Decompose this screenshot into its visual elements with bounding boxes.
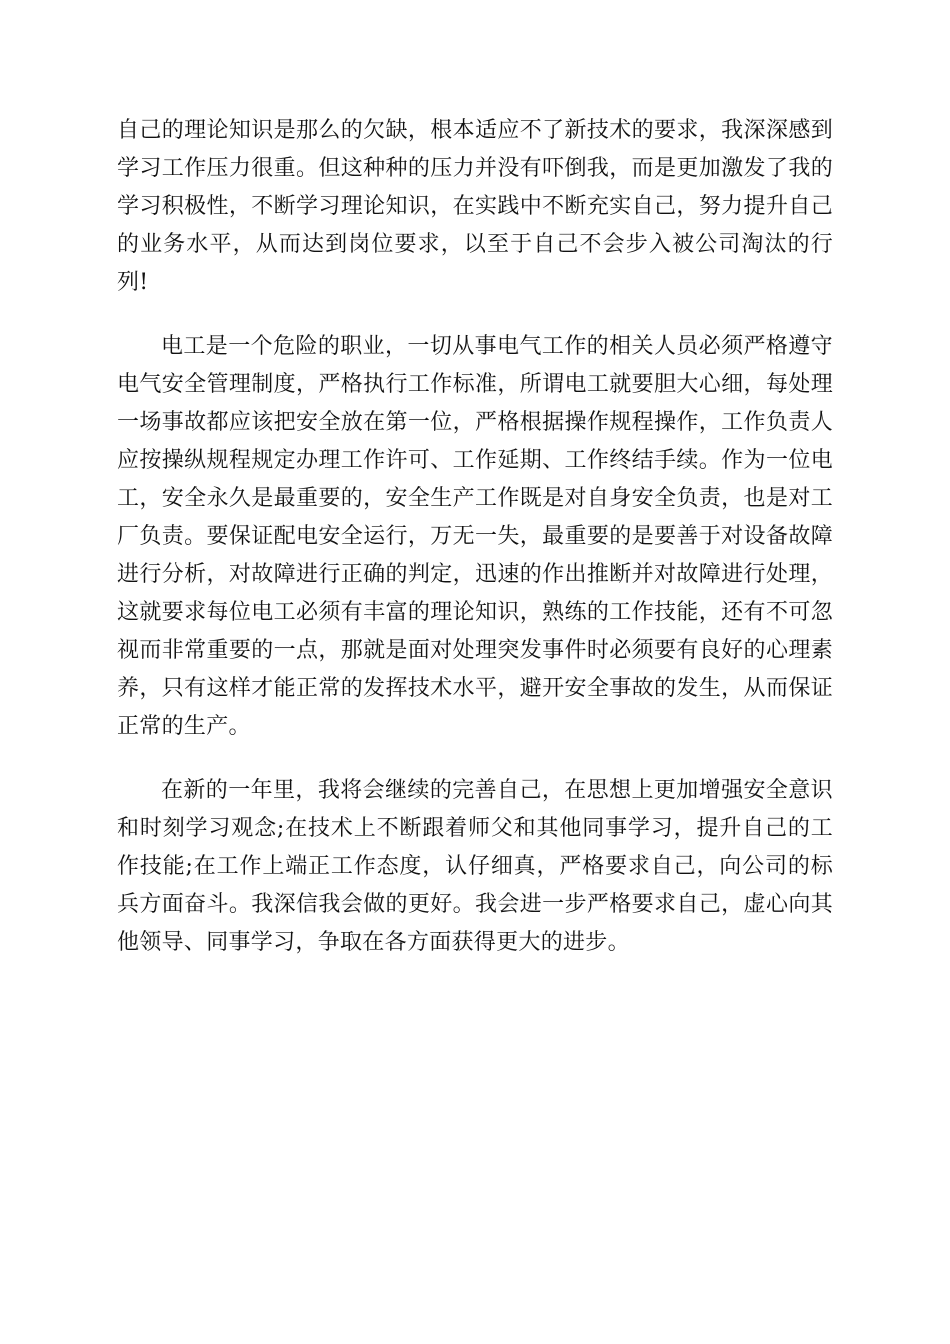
paragraph-1: 自己的理论知识是那么的欠缺，根本适应不了新技术的要求，我深深感到学习工作压力很重。但这种种的压力并没有吓倒我，而是更加激发了我的学习积极性，不断学习理论知识，在实践中不断充实自己，努力提升自己的业务水平，从而达到岗位要求，以至于自己不会步入被公司淘汰的行列! <box>117 118 833 295</box>
paragraph-3: 在新的一年里，我将会继续的完善自己，在思想上更加增强安全意识和时刻学习观念;在技术上不断跟着师父和其他同事学习，提升自己的工作技能;在工作上端正工作态度，认仔细真，严格要求自己，向公司的标兵方面奋斗。我深信我会做的更好。我会进一步严格要求自己，虚心向其他领导、同事学习，争取在各方面获得更大的进步。 <box>117 778 833 955</box>
document-body <box>117 112 833 962</box>
paragraph-2: 电工是一个危险的职业，一切从事电气工作的相关人员必须严格遵守电气安全管理制度，严格执行工作标准，所谓电工就要胆大心细，每处理一场事故都应该把安全放在第一位，严格根据操作规程操作，工作负责人应按操纵规程规定办理工作许可、工作延期、工作终结手续。作为一位电工，安全永久是最重要的，安全生产工作既是对自身安全负责，也是对工厂负责。要保证配电安全运行，万无一失，最重要的是要善于对设备故障进行分析，对故障进行正确的判定，迅速的作出推断并对故障进行处理，这就要求每位电工必须有丰富的理论知识，熟练的工作技能，还有不可忽视而非常重要的一点，那就是面对处理突发事件时必须要有良好的心理素养，只有这样才能正常的发挥技术水平，避开安全事故的发生，从而保证正常的生产。 <box>117 334 833 739</box>
